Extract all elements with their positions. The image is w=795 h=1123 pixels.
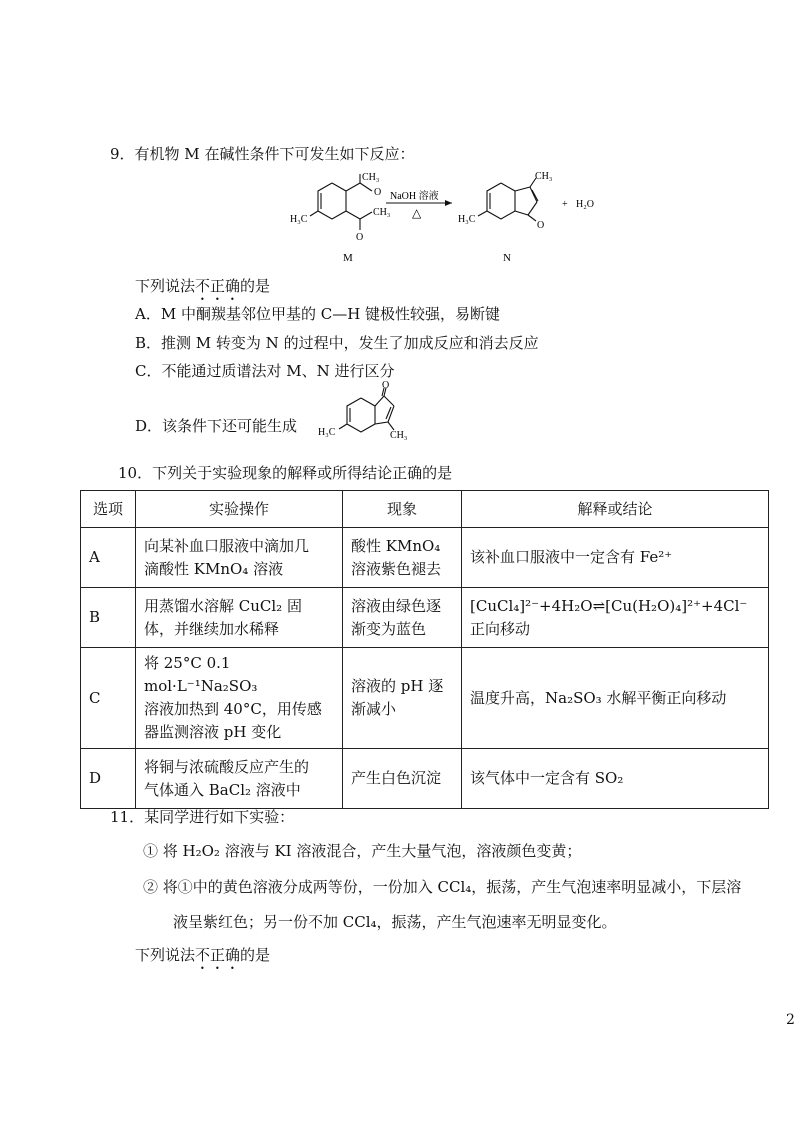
q11-step-2-line-1: ② 将①中的黄色溶液分成两等份，一份加入 CCl₄，振荡，产生气泡速率明显减小，下层溶 xyxy=(143,878,742,896)
table-row xyxy=(81,528,769,588)
table-row xyxy=(81,648,769,749)
row-conclusion: [CuCl₄]²⁻+4H₂O⇌[Cu(H₂O)₄]²⁺+4Cl⁻ 正向移动 xyxy=(462,588,769,648)
row-option: A xyxy=(81,528,136,588)
row-operation: 用蒸馏水溶解 CuCl₂ 固 体，并继续加水稀释 xyxy=(136,588,343,648)
q10-table xyxy=(80,490,769,809)
row-phenomenon: 溶液的 pH 逐 渐减小 xyxy=(343,648,462,749)
m-h3c: H₃C xyxy=(290,214,308,225)
n-ch3: CH₃ xyxy=(535,171,553,182)
row-operation: 将 25°C 0.1 mol·L⁻¹Na₂SO₃ 溶液加热到 40°C，用传感 器监测溶液 pH 变化 xyxy=(136,648,343,749)
m-o-bottom: O xyxy=(356,232,364,243)
row-option: C xyxy=(81,648,136,749)
q11-step-2-line-2: 液呈紫红色；另一份不加 CCl₄，振荡，产生气泡速率无明显变化。 xyxy=(173,913,617,931)
q9-stem: 9．有机物 M 在碱性条件下可发生如下反应： xyxy=(110,145,415,163)
q11-prompt-post: 的是 xyxy=(240,946,271,964)
d-ch3: CH₃ xyxy=(390,430,408,441)
page-number: 2 xyxy=(786,1012,795,1028)
d-h3c: H₃C xyxy=(318,427,336,438)
header-option: 选项 xyxy=(81,491,136,528)
q11-prompt-key: 不正确 xyxy=(195,946,241,964)
row-operation: 向某补血口服液中滴加几 滴酸性 KMnO₄ 溶液 xyxy=(136,528,343,588)
m-o-top: O xyxy=(374,187,382,198)
q9-prompt-pre: 下列说法 xyxy=(135,277,196,295)
q9-prompt-post: 的是 xyxy=(240,277,271,295)
molecule-n xyxy=(478,178,538,221)
row-phenomenon: 产生白色沉淀 xyxy=(343,749,462,809)
q9-prompt-key: 不正确 xyxy=(195,277,241,295)
header-conclusion: 解释或结论 xyxy=(462,491,769,528)
q11-step-1: ① 将 H₂O₂ 溶液与 KI 溶液混合，产生大量气泡，溶液颜色变黄； xyxy=(143,842,582,860)
table-row xyxy=(81,749,769,809)
reagent-label: NaOH 溶液 xyxy=(390,191,439,202)
row-conclusion: 该气体中一定含有 SO₂ xyxy=(462,749,769,809)
table-header-row xyxy=(81,491,769,528)
table-row xyxy=(81,588,769,648)
option-d-structure xyxy=(316,380,426,442)
q11-prompt xyxy=(135,944,270,973)
q11-prompt-pre: 下列说法 xyxy=(135,946,196,964)
row-option: D xyxy=(81,749,136,809)
q11-stem: 11．某同学进行如下实验： xyxy=(110,808,295,826)
heat-condition: △ xyxy=(412,206,422,220)
m-ch3-top: CH₃ xyxy=(362,172,380,183)
water-product: H₂O xyxy=(576,199,594,210)
n-o: O xyxy=(537,220,545,231)
m-ch3-mid: CH₃ xyxy=(373,207,391,218)
q9-prompt xyxy=(135,275,270,304)
row-conclusion: 温度升高，Na₂SO₃ 水解平衡正向移动 xyxy=(462,648,769,749)
plus-sign: + xyxy=(562,199,568,210)
row-operation: 将铜与浓硫酸反应产生的 气体通入 BaCl₂ 溶液中 xyxy=(136,749,343,809)
q9-option-d: D．该条件下还可能生成 xyxy=(135,417,298,435)
label-n: N xyxy=(503,252,511,264)
row-phenomenon: 酸性 KMnO₄ 溶液紫色褪去 xyxy=(343,528,462,588)
row-conclusion: 该补血口服液中一定含有 Fe²⁺ xyxy=(462,528,769,588)
n-h3c: H₃C xyxy=(458,214,476,225)
header-operation: 实验操作 xyxy=(136,491,343,528)
q10-stem: 10．下列关于实验现象的解释或所得结论正确的是 xyxy=(118,464,453,482)
q9-reaction-scheme xyxy=(280,168,620,270)
header-phenomenon: 现象 xyxy=(343,491,462,528)
d-o: O xyxy=(382,380,390,391)
row-phenomenon: 溶液由绿色逐 渐变为蓝色 xyxy=(343,588,462,648)
q9-option-b: B．推测 M 转变为 N 的过程中，发生了加成反应和消去反应 xyxy=(135,334,539,352)
q9-option-a: A．M 中酮羰基邻位甲基的 C—H 键极性较强，易断键 xyxy=(135,305,501,323)
q9-option-c: C．不能通过质谱法对 M、N 进行区分 xyxy=(135,362,395,380)
label-m: M xyxy=(343,252,353,264)
row-option: B xyxy=(81,588,136,648)
